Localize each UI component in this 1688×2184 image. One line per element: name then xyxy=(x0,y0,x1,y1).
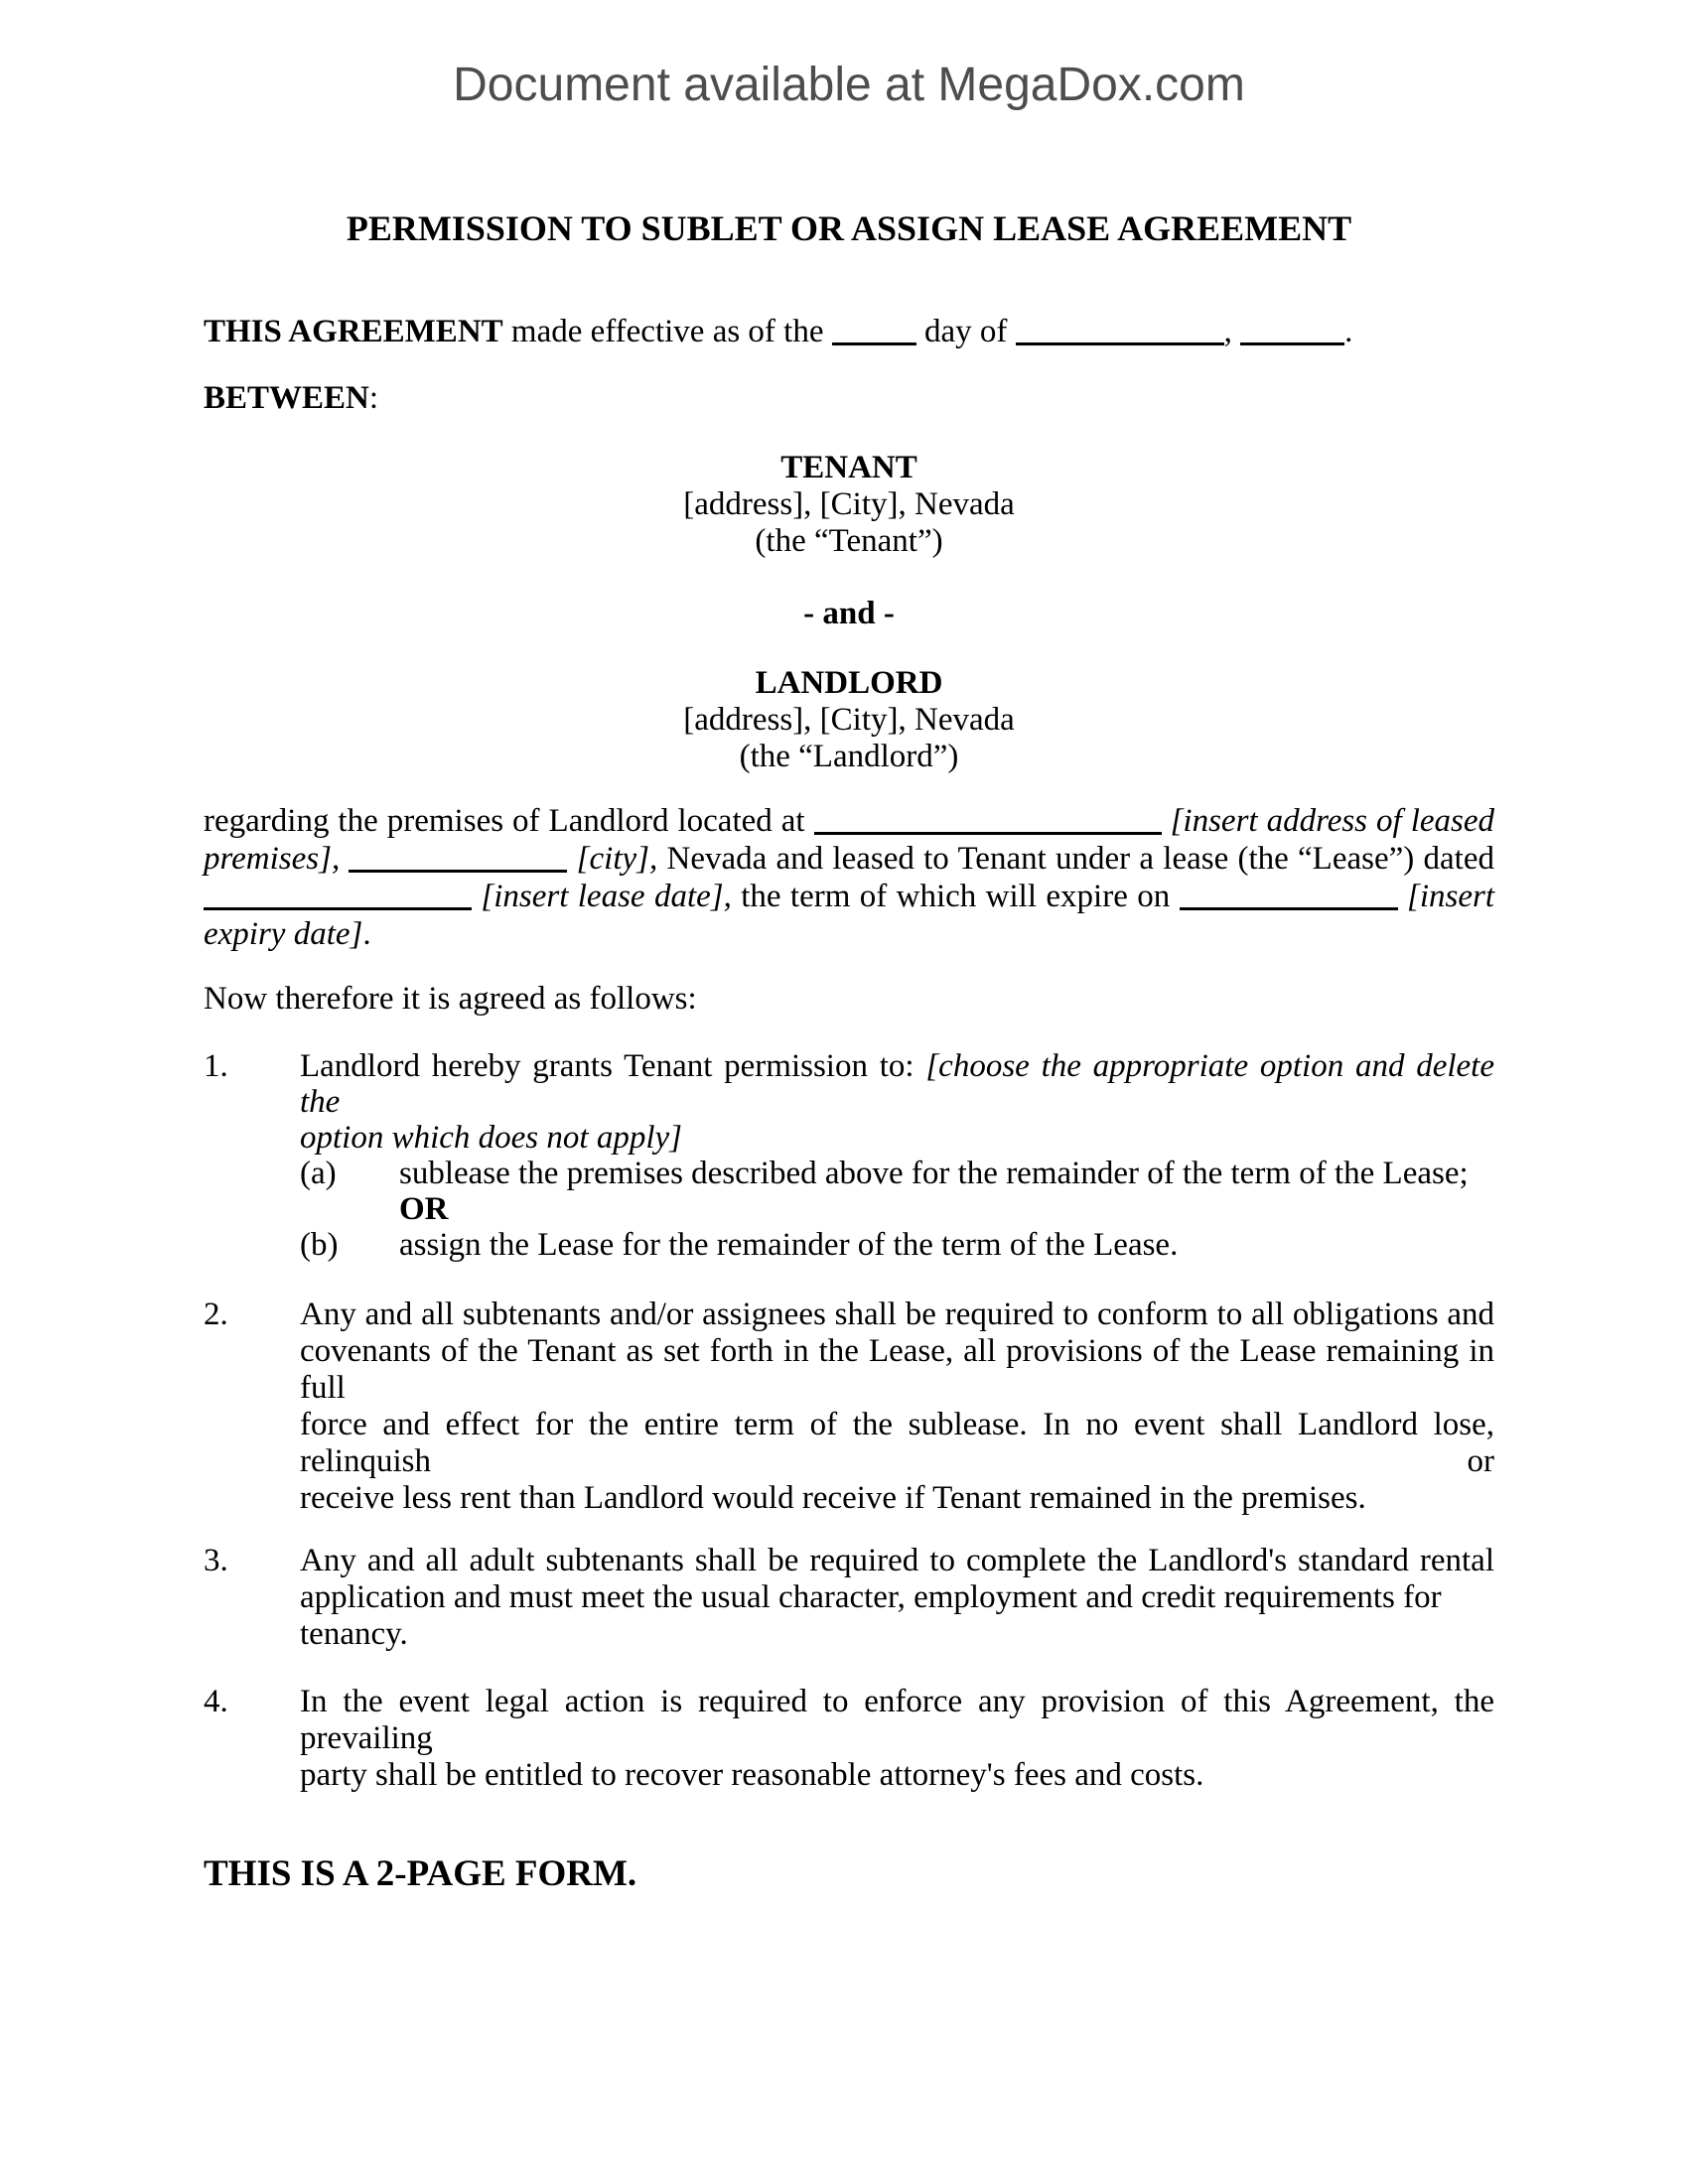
fill-in-blank xyxy=(204,907,472,910)
premises-clause xyxy=(204,802,1494,953)
clause-2-line-3: force and effect for the entire term of the sublease. In no event shall Landlord lose, relinquish or xyxy=(300,1407,1494,1479)
landlord-name: LANDLORD xyxy=(755,665,943,701)
clause-1-body xyxy=(300,1048,1494,1263)
fill-in-blank xyxy=(814,832,1162,835)
tenant-address: [address], [City], Nevada xyxy=(683,486,1015,522)
subitem-a-text: sublease the premises described above for the remainder of the term of the Lease; OR xyxy=(399,1156,1469,1227)
clause-4-line-2: party shall be entitled to recover reasonable attorney's fees and costs. xyxy=(300,1757,1204,1793)
watermark-header: Document available at MegaDox.com xyxy=(453,59,1245,111)
tenant-name: TENANT xyxy=(780,450,917,485)
clause-1-subitem-b xyxy=(300,1227,1494,1263)
fill-in-blank xyxy=(1016,342,1224,345)
between-word: BETWEEN xyxy=(204,380,369,416)
recital-line: Now therefore it is agreed as follows: xyxy=(204,981,697,1017)
premises-line-3: [insert lease date], the term of which will expire on [insert xyxy=(204,878,1494,915)
fill-in-blank xyxy=(349,870,567,873)
clause-4-line-1: In the event legal action is required to enforce any provision of this Agreement, the prevailing xyxy=(300,1684,1494,1756)
clause-1-number: 1. xyxy=(204,1048,228,1084)
clause-4-body xyxy=(300,1684,1494,1794)
clause-3-line-2: application and must meet the usual character, employment and credit requirements for tenancy. xyxy=(300,1579,1442,1652)
clause-2-line-1: Any and all subtenants and/or assignees shall be required to conform to all obligations and xyxy=(300,1297,1494,1332)
clause-2 xyxy=(204,1297,1494,1517)
clause-1-line-2: option which does not apply] xyxy=(300,1120,682,1156)
clause-3 xyxy=(204,1543,1494,1653)
tenant-block xyxy=(204,450,1494,560)
premises-line-4: expiry date]. xyxy=(204,916,371,952)
clause-1-line-1: Landlord hereby grants Tenant permission to: [choose the appropriate option and delete the xyxy=(300,1048,1494,1120)
subitem-b-label: (b) xyxy=(300,1227,339,1263)
landlord-address: [address], [City], Nevada xyxy=(683,702,1015,738)
subitem-b-text: assign the Lease for the remainder of the term of the Lease. xyxy=(399,1227,1179,1263)
clause-3-number: 3. xyxy=(204,1543,228,1578)
page-count-note: THIS IS A 2-PAGE FORM. xyxy=(204,1853,637,1894)
fill-in-blank xyxy=(1240,342,1344,345)
subitem-a-label: (a) xyxy=(300,1156,337,1191)
parties-separator: - and - xyxy=(803,596,895,631)
fill-in-blank xyxy=(1180,907,1398,910)
clause-2-number: 2. xyxy=(204,1297,228,1332)
clause-4 xyxy=(204,1684,1494,1794)
premises-line-2: premises], [city], Nevada and leased to Tenant under a lease (the “Lease”) dated xyxy=(204,841,1494,877)
premises-line-1: regarding the premises of Landlord located at [insert address of leased xyxy=(204,803,1494,839)
clause-1 xyxy=(204,1048,1494,1263)
between-label xyxy=(204,380,1494,417)
fill-in-blank xyxy=(832,342,916,345)
clause-2-body xyxy=(300,1297,1494,1517)
tenant-alias: (the “Tenant”) xyxy=(755,523,943,559)
landlord-block xyxy=(204,665,1494,775)
clause-4-number: 4. xyxy=(204,1684,228,1719)
agreement-effective-line: THIS AGREEMENT made effective as of the day of , . xyxy=(204,314,1353,349)
landlord-alias: (the “Landlord”) xyxy=(739,739,959,774)
document-title: PERMISSION TO SUBLET OR ASSIGN LEASE AGREEMENT xyxy=(346,208,1352,248)
between-colon: : xyxy=(368,380,379,416)
clause-3-body xyxy=(300,1543,1494,1653)
clause-1-subitem-a xyxy=(300,1156,1494,1227)
clause-2-line-4: receive less rent than Landlord would receive if Tenant remained in the premises. xyxy=(300,1480,1366,1516)
clause-2-line-2: covenants of the Tenant as set forth in the Lease, all provisions of the Lease remaining in full xyxy=(300,1333,1494,1406)
clause-3-line-1: Any and all adult subtenants shall be required to complete the Landlord's standard rental xyxy=(300,1543,1494,1578)
